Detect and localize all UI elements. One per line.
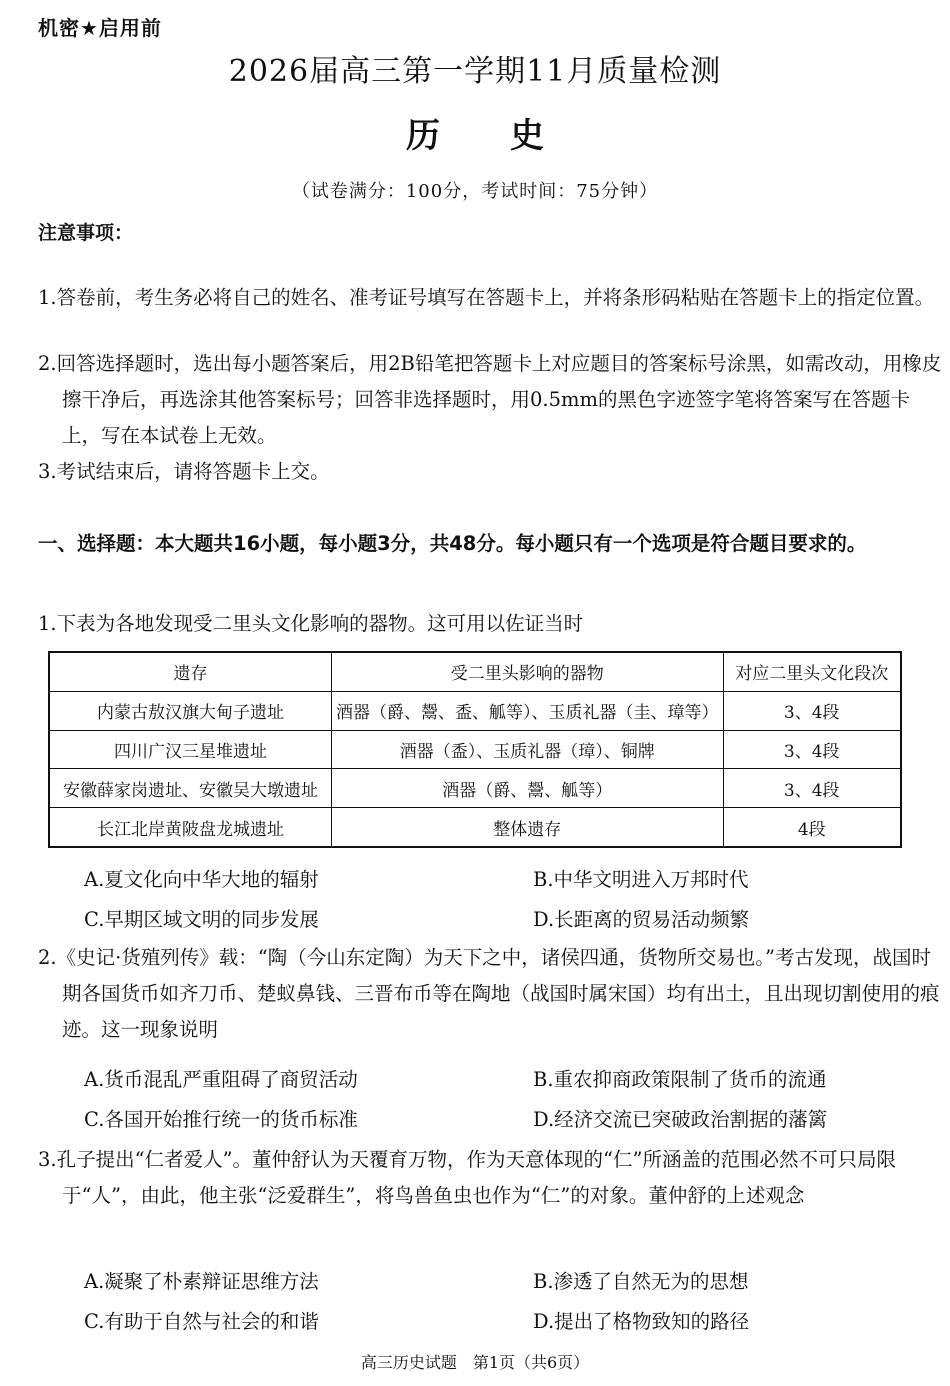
table-cell: 酒器（爵、鬶、盉、觚等）、玉质礼器（圭、璋等） [332, 691, 724, 730]
question-3-option-d: D.提出了格物致知的路径 [533, 1310, 750, 1333]
exam-title: 2026届高三第一学期11月质量检测 [228, 54, 722, 89]
table-row [49, 769, 901, 808]
question-3-stem: 3.孔子提出“仁者爱人”。董仲舒认为天覆育万物，作为天意体现的“仁”所涵盖的范围必然不可只局限于“人”，由此，他主张“泛爱群生”，将鸟兽鱼虫也作为“仁”的对象。董仲舒的上述观念 [38, 1148, 896, 1207]
table-cell: 长江北岸黄陂盘龙城遗址 [49, 808, 332, 848]
table-cell: 内蒙古敖汉旗大甸子遗址 [49, 691, 332, 730]
table-row [49, 808, 901, 848]
table-cell: 酒器（爵、鬶、觚等） [332, 769, 724, 808]
question-2-option-b: B.重农抑商政策限制了货币的流通 [533, 1068, 827, 1091]
question-1-stem: 1.下表为各地发现受二里头文化影响的器物。这可用以佐证当时 [38, 612, 584, 635]
table-header-row [49, 652, 901, 691]
table-cell: 3、4段 [723, 730, 901, 769]
notice-item: 2.回答选择题时，选出每小题答案后，用2B铅笔把答题卡上对应题目的答案标号涂黑，如需改动，用橡皮擦干净后，再选涂其他答案标号；回答非选择题时，用0.5mm的黑色字迹签字笔将答案写在答题卡上，写在本试卷上无效。 [38, 352, 942, 447]
question-1-option-b: B.中华文明进入万邦时代 [533, 868, 749, 891]
question-2-option-c: C.各国开始推行统一的货币标准 [84, 1108, 358, 1131]
table-cell: 3、4段 [723, 691, 901, 730]
question-3-option-b: B.渗透了自然无为的思想 [533, 1270, 749, 1293]
table-header: 遗存 [49, 652, 332, 691]
question-3-option-a: A.凝聚了朴素辩证思维方法 [84, 1270, 319, 1293]
table-cell: 酒器（盉）、玉质礼器（璋）、铜牌 [332, 730, 724, 769]
table-cell: 3、4段 [723, 769, 901, 808]
table-row [49, 730, 901, 769]
table-row [49, 691, 901, 730]
question-2-option-d: D.经济交流已突破政治割据的藩篱 [533, 1108, 828, 1131]
question-1-option-d: D.长距离的贸易活动频繁 [533, 908, 750, 931]
question-1-option-a: A.夏文化向中华大地的辐射 [84, 868, 319, 891]
notice-item: 3.考试结束后，请将答题卡上交。 [38, 460, 330, 483]
table-cell: 整体遗存 [332, 808, 724, 848]
table-header: 受二里头影响的器物 [332, 652, 724, 691]
table-cell: 4段 [723, 808, 901, 848]
section-heading: 一、选择题：本大题共16小题，每小题3分，共48分。每小题只有一个选项是符合题目要求的。 [38, 532, 867, 555]
table-header: 对应二里头文化段次 [723, 652, 901, 691]
relics-table [48, 651, 902, 848]
notice-item: 1.答卷前，考生务必将自己的姓名、准考证号填写在答题卡上，并将条形码粘贴在答题卡上的指定位置。 [38, 286, 935, 309]
question-1-option-c: C.早期区域文明的同步发展 [84, 908, 319, 931]
question-2-stem: 2.《史记·货殖列传》载：“陶（今山东定陶）为天下之中，诸侯四通，货物所交易也。”考古发现，战国时期各国货币如齐刀币、楚蚁鼻钱、三晋布币等在陶地（战国时属宋国）均有出土，且出现切割使用的痕迹。这一现象说明 [38, 946, 940, 1041]
exam-info: （试卷满分：100分，考试时间：75分钟） [291, 181, 659, 202]
notice-heading: 注意事项： [38, 222, 134, 244]
table-cell: 四川广汉三星堆遗址 [49, 730, 332, 769]
table-cell: 安徽薛家岗遗址、安徽吴大墩遗址 [49, 769, 332, 808]
question-3-option-c: C.有助于自然与社会的和谐 [84, 1310, 319, 1333]
secret-mark: 机密★启用前 [38, 16, 162, 40]
page-footer: 高三历史试题 第1页（共6页） [360, 1353, 590, 1372]
subject-title: 历史 [406, 116, 614, 156]
question-2-option-a: A.货币混乱严重阻碍了商贸活动 [84, 1068, 358, 1091]
